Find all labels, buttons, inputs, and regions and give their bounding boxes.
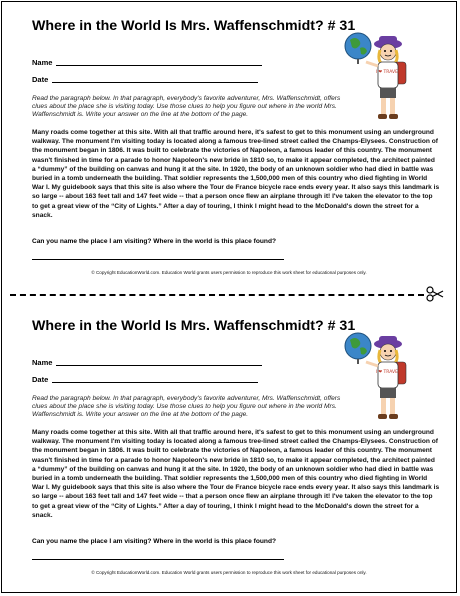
mascot-sign-text: I ❤ TRAVEL <box>375 370 401 375</box>
worksheet-page <box>1 1 457 593</box>
cut-line <box>10 294 424 296</box>
scissors-icon <box>426 286 444 302</box>
instructions-text: Read the paragraph below. In that paragraph, everybody's favorite adventurer, Mrs. Waffenschmidt, offers clues about the place she is visiting today. Use those clues to help you figure out where in the world Mrs. Waffenschmidt is. Write your answer on the line at the bottom of the page. <box>32 95 341 119</box>
name-line[interactable] <box>56 65 262 66</box>
question-text: Can you name the place I am visiting? Where in the world is this place found? <box>32 538 277 545</box>
mascot-sign-text: I ❤ TRAVEL <box>375 70 401 75</box>
name-label: Name <box>32 58 53 67</box>
answer-line[interactable] <box>32 559 284 560</box>
date-label: Date <box>32 75 49 84</box>
worksheet-title: Where in the World Is Mrs. Waffenschmidt? # 31 <box>32 18 356 34</box>
name-label: Name <box>32 358 53 367</box>
date-line[interactable] <box>52 82 258 83</box>
instructions-text: Read the paragraph below. In that paragraph, everybody's favorite adventurer, Mrs. Waffenschmidt, offers clues about the place she is visiting today. Use those clues to help you figure out where in the world Mrs. Waffenschmidt is. Write your answer on the line at the bottom of the page. <box>32 395 341 419</box>
traveler-with-globe-icon <box>342 330 412 422</box>
clue-paragraph: Many roads come together at this site. With all that traffic around here, it's safest to get to this monument using an underground walkway. The monument I'm visiting today is located along a famous tree-lined street called the Champs-Elysees. Construction of the monument began in 1806. It was built to celebrate the victories of Napoleon, a famous leader of this country. The monument wasn't finished in time for a parade to honor Napoleon's new bride in 1810 so, to make it appear completed, the architect painted a “dummy” of the building on canvas and hung it at the site. In 1920, the body of an unknown soldier who had died in battle was buried in a tomb underneath the building. That soldier represents the 1,500,000 men of this country who died fighting in World War I. My guidebook says that this site is also where the Tour de France bicycle race ends every year. It also says this landmark is so large -- about 163 feet tall and 147 feet wide -- that a person once flew an airplane through it! I've taken the elevator to the top to get a great view of the “City of Lights.” After a day of touring, I think I might head to the McDonald's down the street for a snack. <box>32 429 440 519</box>
clue-paragraph: Many roads come together at this site. With all that traffic around here, it's safest to get to this monument using an underground walkway. The monument I'm visiting today is located along a famous tree-lined street called the Champs-Elysees. Construction of the monument began in 1806. It was built to celebrate the victories of Napoleon, a famous leader of this country. The monument wasn't finished in time for a parade to honor Napoleon's new bride in 1810 so, to make it appear completed, the architect painted a “dummy” of the building on canvas and hung it at the site. In 1920, the body of an unknown soldier who had died in battle was buried in a tomb underneath the building. That soldier represents the 1,500,000 men of this country who died fighting in World War I. My guidebook says that this site is also where the Tour de France bicycle race ends every year. It also says this landmark is so large -- about 163 feet tall and 147 feet wide -- that a person once flew an airplane through it! I've taken the elevator to the top to get a great view of the “City of Lights.” After a day of touring, I think I might head to the McDonald's down the street for a snack. <box>32 129 440 219</box>
worksheet-copy-top <box>2 2 456 290</box>
name-field[interactable] <box>32 358 262 367</box>
traveler-with-globe-icon <box>342 30 412 122</box>
worksheet-copy-bottom <box>2 302 456 590</box>
copyright-notice: © Copyright EducationWorld.com. Education World grants users permission to reproduce this work sheet for educational purposes only. <box>91 570 367 575</box>
date-line[interactable] <box>52 382 258 383</box>
worksheet-title: Where in the World Is Mrs. Waffenschmidt? # 31 <box>32 318 356 334</box>
question-text: Can you name the place I am visiting? Where in the world is this place found? <box>32 238 277 245</box>
date-field[interactable] <box>32 375 258 384</box>
copyright-notice: © Copyright EducationWorld.com. Education World grants users permission to reproduce this work sheet for educational purposes only. <box>91 270 367 275</box>
date-label: Date <box>32 375 49 384</box>
answer-line[interactable] <box>32 259 284 260</box>
date-field[interactable] <box>32 75 258 84</box>
name-line[interactable] <box>56 365 262 366</box>
name-field[interactable] <box>32 58 262 67</box>
